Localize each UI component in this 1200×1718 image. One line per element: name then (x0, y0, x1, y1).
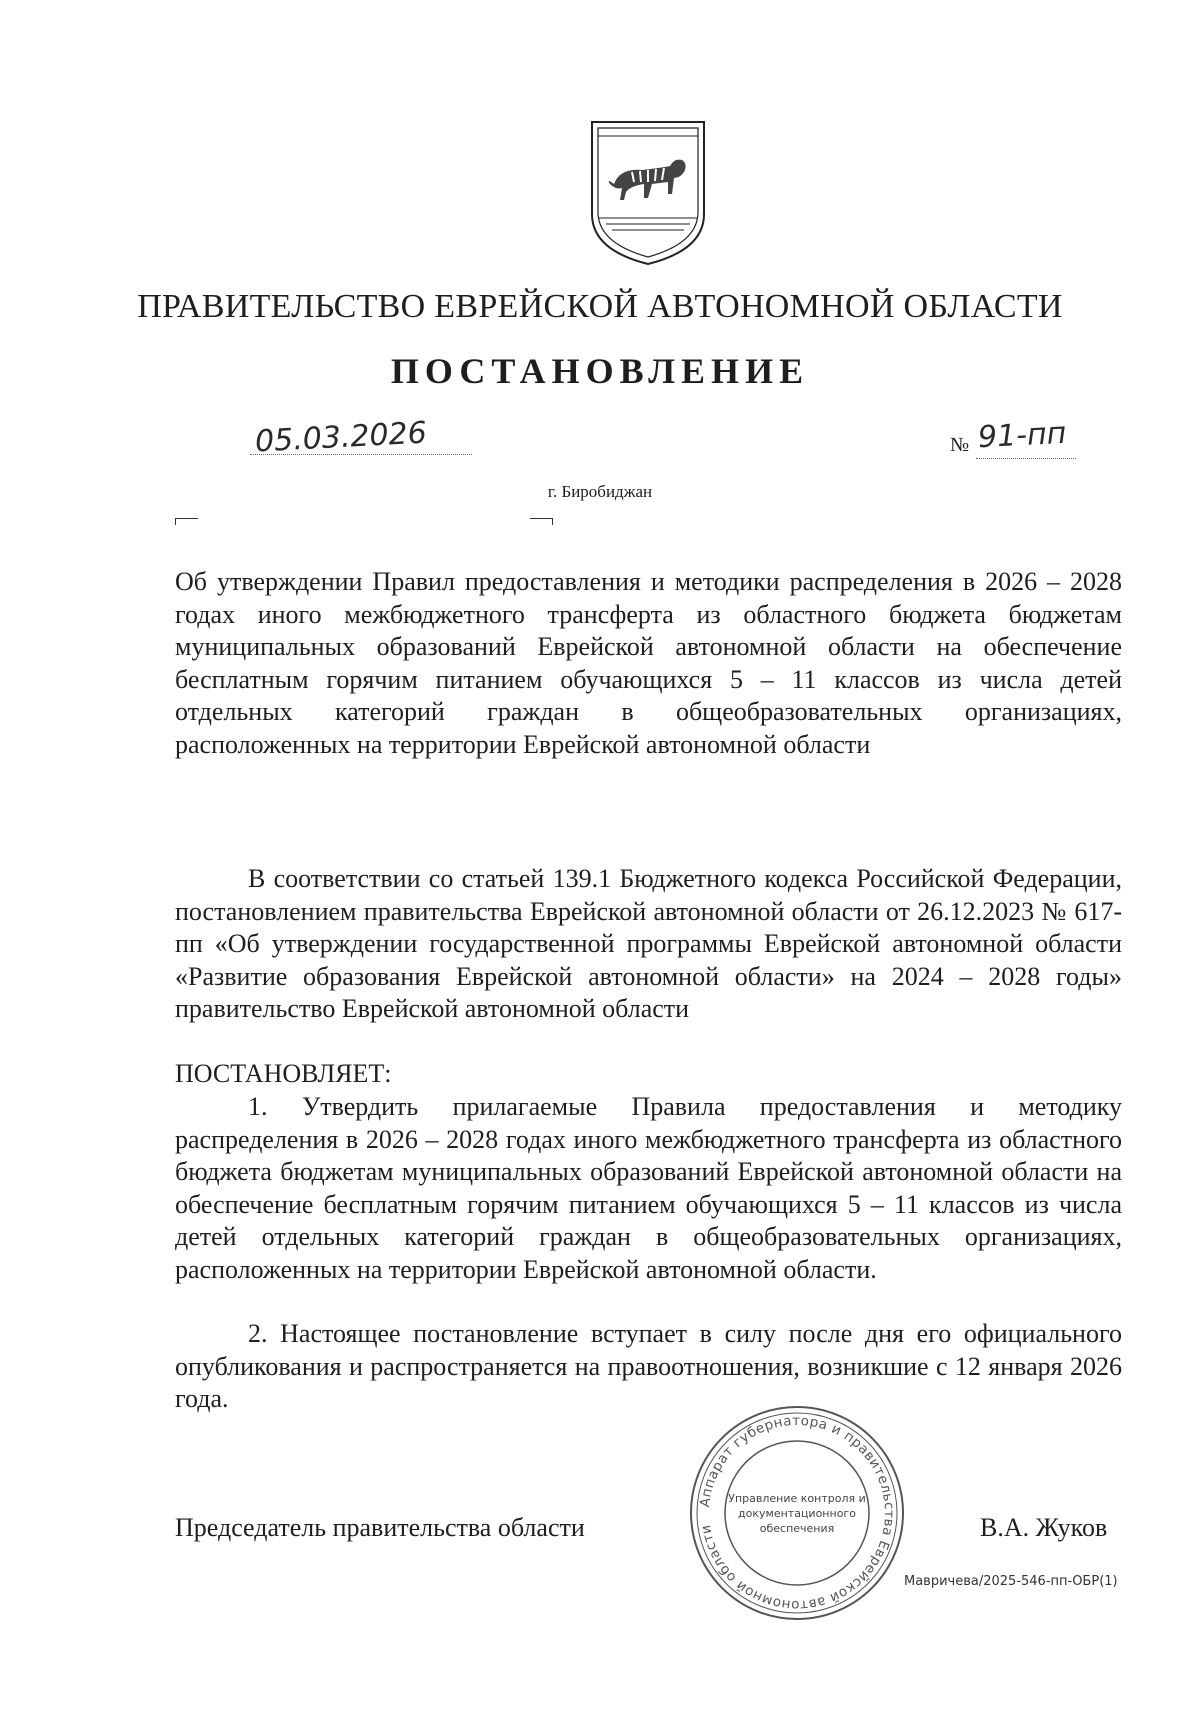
signer-position: Председатель правительства области (175, 1513, 585, 1542)
heading-corner-mark-right (530, 518, 553, 525)
date-underline (250, 454, 472, 455)
number-label: № (950, 434, 970, 456)
official-stamp (686, 1402, 908, 1624)
executor-reference: Мавричева/2025-546-пп-ОБР(1) (904, 1574, 1118, 1589)
signer-name: В.А. Жуков (980, 1513, 1108, 1542)
stamp-inner-line-3: обеспечения (759, 1522, 835, 1535)
document-date: 05.03.2026 (254, 415, 428, 460)
intro-paragraph: В соответствии со статьей 139.1 Бюджетного кодекса Российской Федерации, постановлением правительства Еврейской автономной области от 26.12.2023 № 617-пп «Об утверждении государственной программы Еврейской автономной области «Развитие образования Еврейской автономной области» на 2024 – 2028 годы» правительство Еврейской автономной области (175, 864, 1122, 1023)
heading-corner-mark-left (175, 518, 198, 525)
stamp-inner-line-2: документационного (738, 1507, 856, 1520)
document-number: 91-пп (977, 415, 1068, 456)
document-heading: Об утверждении Правил предоставления и методики распределения в 2026 – 2028 годах иного межбюджетного трансферта из областного бюджета бюджетам муниципальных образований Еврейской автономной области на обеспечение бесплатным горячим питанием обучающихся 5 – 11 классов из числа детей отдельных категорий граждан в общеобразовательных организациях, расположенных на территории Еврейской автономной области (175, 567, 1122, 759)
number-underline (976, 458, 1076, 459)
decree-word: ПОСТАНОВЛЯЕТ: (175, 1059, 392, 1088)
city-label: г. Биробиджан (547, 482, 653, 501)
decree-item-2: 2. Настоящее постановление вступает в силу после дня его официального опубликования и распространяется на правоотношения, возникшие с 12 января 2026 года. (175, 1319, 1122, 1413)
government-title: ПРАВИТЕЛЬСТВО ЕВРЕЙСКОЙ АВТОНОМНОЙ ОБЛАСТИ (137, 288, 1063, 325)
tiger-coat-of-arms-icon (586, 118, 710, 268)
stamp-inner-line-1: Управление контроля и (728, 1492, 866, 1505)
document-type-title: ПОСТАНОВЛЕНИЕ (390, 351, 810, 391)
decree-item-1: 1. Утвердить прилагаемые Правила предоставления и методику распределения в 2026 – 2028 годах иного межбюджетного трансферта из областного бюджета бюджетам муниципальных образований Еврейской автономной области на обеспечение бесплатным горячим питанием обучающихся 5 – 11 классов из числа детей отдельных категорий граждан в общеобразовательных организациях, расположенных на территории Еврейской автономной области. (175, 1092, 1122, 1284)
stamp-outer-text: Аппарат губернатора и правительства Еврейской автономной области (697, 1412, 898, 1614)
